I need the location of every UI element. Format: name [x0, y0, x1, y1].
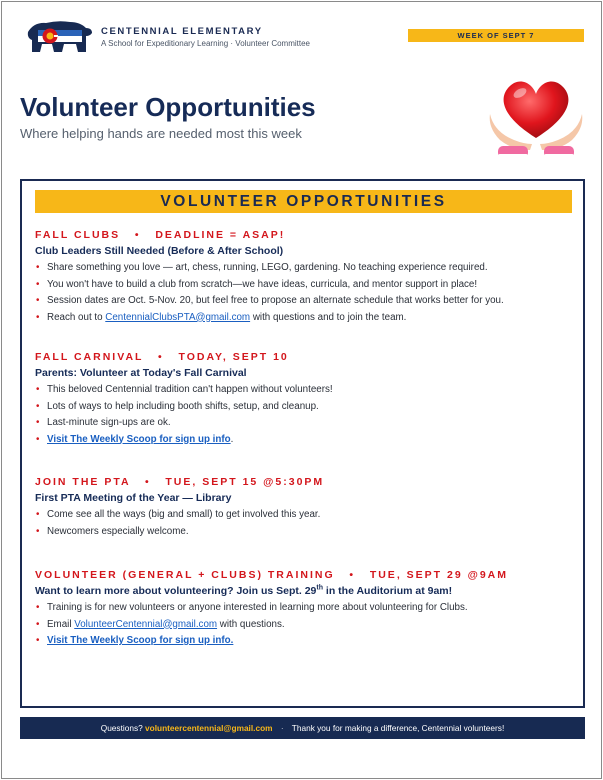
heading-separator: • — [125, 229, 151, 241]
heading-date: TUE, SEPT 15 @5:30PM — [165, 476, 325, 488]
bullet-list — [35, 382, 575, 448]
footer-email[interactable]: volunteercentennial@gmail.com — [145, 723, 273, 733]
school-name: CENTENNIAL ELEMENTARY — [101, 26, 263, 37]
list-item — [35, 310, 575, 327]
heading-separator: • — [148, 351, 174, 363]
section-heading — [35, 569, 575, 581]
text: . — [230, 433, 234, 445]
list-item: • You won't have to build a club from scratch—we have ideas, curricula, and mentor support in place! — [35, 277, 575, 294]
bullet-list — [35, 260, 575, 326]
bullet-list — [35, 507, 575, 540]
section-subheading — [35, 585, 575, 597]
text: with questions and to join the team. — [250, 311, 407, 323]
heading-separator: • — [135, 476, 161, 488]
heading-event: FALL CARNIVAL — [35, 351, 144, 363]
bullet-list — [35, 600, 575, 650]
weekly-scoop-link[interactable]: Visit The Weekly Scoop for sign up info — [47, 433, 231, 445]
list-item: • Lots of ways to help including booth shifts, setup, and cleanup. — [35, 399, 575, 416]
section-heading — [35, 476, 575, 488]
section-heading — [35, 351, 575, 363]
page-tagline: Where helping hands are needed most this week — [20, 126, 302, 141]
section-fall-carnival — [35, 351, 575, 448]
section-join-pta — [35, 476, 575, 540]
text: in the Auditorium at 9am! — [323, 585, 453, 597]
footer-questions: Questions? — [100, 723, 143, 733]
heading-separator: • — [339, 569, 365, 581]
bear-flag-logo — [24, 16, 94, 56]
footer-bar — [20, 717, 585, 739]
list-item: • Share something you love — art, chess, running, LEGO, gardening. No teaching experience required. — [35, 260, 575, 277]
heading-event: VOLUNTEER (GENERAL + CLUBS) TRAINING — [35, 569, 335, 581]
text: with questions. — [217, 618, 285, 630]
section-banner: VOLUNTEER OPPORTUNITIES — [35, 190, 572, 213]
section-subheading: Parents: Volunteer at Today's Fall Carnival — [35, 367, 247, 379]
list-item — [35, 633, 575, 650]
section-volunteer-training — [35, 569, 575, 650]
heading-event: FALL CLUBS — [35, 229, 121, 241]
text: Reach out to — [47, 311, 106, 323]
footer-separator: · — [280, 723, 284, 733]
ordinal-suffix: th — [316, 584, 324, 592]
school-subtitle: A School for Expeditionary Learning · Volunteer Committee — [101, 39, 311, 48]
section-subheading: First PTA Meeting of the Year — Library — [35, 492, 232, 504]
heading-event: JOIN THE PTA — [35, 476, 131, 488]
opportunities-box — [20, 179, 585, 708]
section-heading — [35, 229, 575, 241]
heading-date: TUE, SEPT 29 @9AM — [369, 569, 508, 581]
page-title: Volunteer Opportunities — [20, 92, 316, 122]
text: Email — [47, 618, 75, 630]
list-item: • This beloved Centennial tradition can't happen without volunteers! — [35, 382, 575, 399]
weekly-scoop-link[interactable]: Visit The Weekly Scoop for sign up info. — [47, 635, 234, 646]
list-item: • Training is for new volunteers or anyone interested in learning more about volunteering for Clubs. — [35, 600, 575, 617]
text: Want to learn more about volunteering? Join us Sept. 29 — [35, 585, 317, 597]
list-item: • Newcomers especially welcome. — [35, 524, 575, 541]
list-item: • Session dates are Oct. 5-Nov. 20, but feel free to propose an alternate schedule that works better for you. — [35, 293, 575, 310]
list-item: • Come see all the ways (big and small) to get involved this year. — [35, 507, 575, 524]
list-item — [35, 432, 575, 449]
list-item — [35, 617, 575, 634]
volunteer-email-link[interactable]: VolunteerCentennial@gmail.com — [74, 618, 218, 630]
clubs-email-link[interactable]: CentennialClubsPTA@gmail.com — [105, 311, 251, 323]
footer-thanks: Thank you for making a difference, Centennial volunteers! — [291, 723, 505, 733]
section-subheading: Club Leaders Still Needed (Before & After School) — [35, 245, 284, 257]
section-fall-clubs — [35, 229, 575, 326]
heart-in-hands-icon — [484, 66, 588, 170]
header — [24, 16, 584, 56]
heading-date: TODAY, SEPT 10 — [178, 351, 289, 363]
week-badge: WEEK OF SEPT 7 — [408, 29, 584, 42]
list-item: • Last-minute sign-ups are ok. — [35, 415, 575, 432]
heading-date: DEADLINE = ASAP! — [155, 229, 286, 241]
